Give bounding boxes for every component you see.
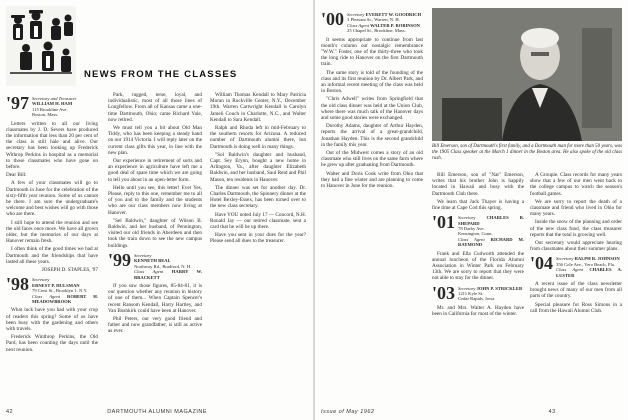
- signature: JOSEPH D. STAPLES, '97: [41, 267, 98, 274]
- paragraph: A few of your classmates will go to Dartmouth in June for the celebration of the sixty-fifth year reunion. Some of us cannot be there. I am sure the undergraduate's welcome and best wishes will go with those who are there.: [6, 180, 98, 218]
- right-column-3: [530, 172, 622, 408]
- right-page: [315, 0, 628, 420]
- paragraph: "Chris Adwell" writes from Springfield that the old class dinner was held at the Union Club, where there was much talk of the Hanover days and some good stories were exchanged.: [321, 96, 423, 122]
- page-footer-right: [321, 409, 621, 415]
- left-column-3: [210, 92, 306, 410]
- class-year-03: '03: [432, 282, 456, 303]
- class-year-99: '99: [108, 249, 132, 270]
- class-04-header: [530, 254, 622, 278]
- paragraph: A recent issue of the class newsletter brought news of many of our men from all parts of the country.: [530, 281, 622, 300]
- alumni-crowd-illustration: [6, 6, 76, 86]
- class-00-secretary: Secretary EVERETT W. GOODRICH 3 Pleasant St., Warren, N. H. Class Agent WALTER P. ROBINSON 25 Chapel St., Brookline, Mass.: [347, 12, 422, 34]
- paragraph: Phil Peters, our very good friend and father and now grandfather, is still as active as ever.: [108, 315, 202, 335]
- masthead: [6, 6, 306, 86]
- class-year-01: '01: [432, 212, 456, 233]
- paragraph: Our secretary would appreciate hearing from classmates about their summer plans.: [530, 240, 622, 253]
- paragraph: What luck have you had with your crop of readers this spring? Some of us have been busy with the gardening and others with travels.: [6, 307, 98, 332]
- right-column-2: [432, 172, 524, 408]
- photo-caption: Bill Emerson, son of Dartmouth's first family, and a Dartmouth man for more than 50 years, was the 1905 Class speaker at the March 1 dinner in the Boston area. He also spoke of the old class rush.: [432, 144, 622, 161]
- paragraph: Have you sent in your dues for the year? Please send all dues to the treasurer.: [210, 232, 306, 245]
- class-03-secretary: Secretary JOHN P. STRICKLER 1211 Kyle St. Cedar Rapids, Iowa: [458, 285, 523, 302]
- paragraph: Ralph and Rhoda left in mid-February to the southern resorts for Arizona. A reduced number of Dartmouth alumni there, but Dartmouth is doing well in many things.: [210, 125, 306, 150]
- class-99-secretary: Secretary KENNETH BEAL Northway Rd., Bradford, N. H. Class Agent HARRY W. BRACKETT: [134, 252, 202, 280]
- paragraph: Our experience in retirement of sorts and an experience in agriculture have left me a good deal of spare time which we are going to tell you about in an open-letter form.: [108, 158, 202, 183]
- section-title: NEWS FROM THE CLASSES: [84, 69, 238, 80]
- paragraph: Bill Emerson, son of "Nat" Emerson, writes that his brother John is happily located in Hawaii and busy with the Dartmouth Club there.: [432, 172, 524, 197]
- paragraph: We learn that Jack Thayer is having a fine time at Cape Cod this spring.: [432, 198, 524, 212]
- paragraph: Letters written to all our living classmates by J. D. Severs have produced the information that less than 20 per cent of the class is still hale and alive. Our secretary has been looking up Frederick Withrop Perkins in hospital as a memorial to those classmates who have gone on before.: [6, 120, 98, 171]
- left-page: [0, 0, 313, 420]
- paragraph: We are sorry to report the death of a classmate and friend who lived in Ohio for many years.: [530, 198, 622, 218]
- paragraph: "Sel Baldwin," daughter of Wilson B. Baldwin, and her husband, of Pennington, visited our old friends in Aberdeen and then took the train down to see the new campus buildings.: [108, 217, 202, 249]
- class-01-header: [432, 213, 524, 247]
- paragraph: If you saw those figures, 85-84-81, it is our question whether any reunion in history of one of them... When Captain Spencer's recent Ransom Kendall, Harry Hartley, and Van Bushkirk could have been at Hanover.: [108, 282, 202, 314]
- paragraph: Park, rugged, terse, loyal, and individualistic, most of all those lines of Longfellow. From all of Kansas came a one-time Dartmouth, Ohio; came Richard Yale, now retired.: [108, 92, 202, 123]
- paragraph: Out of the Midwest comes a story of an old classmate who still lives on the same farm where he grew up after graduating from Dartmouth.: [321, 150, 423, 169]
- class-01-secretary: Secretary CHARLES B. SHEPARD 78 Darby Ave. Kensington, Conn. Class Agent RICHARD M. RAYMOND: [458, 215, 524, 248]
- class-98-header: [6, 275, 98, 304]
- portrait-image: [432, 8, 622, 141]
- paragraph: Hello until you see, this letter! Ever Yes, Please, reply to this one, remember me to all of you and to the family and the students who are our class members now living at Hanover.: [108, 184, 202, 216]
- paragraph: Inside the snow of the planning and order of the new class fund, the class treasurer reports that the total is growing well.: [530, 219, 622, 238]
- paragraph: I often think of the good times we had at Dartmouth and the friendships that have lasted all these years.: [6, 246, 98, 265]
- class-97-secretary: Secretary and Treasurer WILLIAM H. HAM 115 Brookline Ave. Boston, Mass.: [32, 96, 77, 118]
- class-99-header: [108, 251, 202, 280]
- paragraph: "Sol Baldwin's daughter and husband, Capt. Sey Erynn, bought a new home in Arlington, Va., after daughter Elizabeth Baldwin, and her husband, Saul Reid and Phil Mason, ten residents in Hanover.: [210, 151, 306, 183]
- class-year-97: '97: [6, 93, 30, 113]
- class-year-04: '04: [530, 253, 554, 274]
- paragraph: We must tell you a bit about Old Man Tiddy, who has been keeping a steady hand on our 1914 Victoria. I will reply later on the current class gifts this year, in line with the new plan.: [108, 125, 202, 156]
- paragraph: William Thomas Kendall to Mary Patricia Moran in Rockville Center, N.Y., December 19th. Warren Cartwright Kendall is Carolyn Jameli Couch in Charlotte, N.C., and Walter Kendall to Sara Kendall.: [210, 92, 306, 123]
- class-97-header: [6, 94, 98, 118]
- running-footer: DARTMOUTH ALUMNI MAGAZINE: [107, 409, 207, 415]
- page-footer-left: [6, 409, 306, 415]
- right-column-1: [321, 8, 423, 408]
- page-number: 43: [548, 409, 556, 415]
- left-column-1: [6, 92, 98, 410]
- paragraph: A Groupie. Class records for many years show that a few of our men went back to the college campus to watch the season's football games.: [530, 172, 622, 197]
- paragraph: Mr. and Mrs. Walter A. Hayden have been in California for most of the winter.: [432, 304, 524, 318]
- page-number: 42: [6, 409, 14, 415]
- paragraph: Dorothy Adams, daughter of Arthur Hayden, reports the arrival of a great-grandchild, Jonathan Hayden. This is the second grandchild in the family this year.: [321, 123, 423, 148]
- class-00-header: [321, 10, 423, 34]
- class-04-secretary: Secretary RALPH R. JOHNSON 356 Cole Ave., Vero Beach, Fla. Class Agent CHARLES A. LUSTER: [556, 256, 622, 278]
- paragraph: It seems appropriate to continue from last month's column our nostalgic remembrance "W.W." Foster, one of the thirty-three who took the long ride to Hanover on the first Dartmouth train.: [321, 36, 423, 68]
- paragraph: Frank and Ella Cudworth attended the annual luncheon of the Florida Alumni Association in Winter Park on February 13th. We are sorry to report that they were not able to stay for the dinner.: [432, 250, 524, 282]
- left-column-2: [108, 92, 202, 410]
- class-98-secretary: Secretary ERNEST P. HULSMAN 79 Crest St., Brooklyn 1, N.Y. Class Agent ROBERT H. MEADOWBROOK: [32, 277, 98, 304]
- portrait-photo: [432, 8, 622, 141]
- paragraph: The same story is told of the founding of the class and its first reunion by Dr. Albert Park, and an informal recent meeting of the class was held in Boston.: [321, 69, 423, 95]
- class-year-00: '00: [321, 9, 345, 29]
- paragraph: Have YOU noted July 17 — Concord, N.H. Ronald Jay — our retired classmate, sent a card that he will be up there.: [210, 211, 306, 231]
- running-footer: Issue of May 1962: [321, 409, 375, 415]
- paragraph: Walter and Doris Cook write from Ohio that they had a fine winter and are planning to come to Hanover in June for the reunion.: [321, 170, 423, 190]
- paragraph: Dear Bill:: [6, 172, 27, 179]
- class-year-98: '98: [6, 274, 30, 295]
- paragraph: Special pleasure for Ross Simons in a call from the Hawaii Alumni Club.: [530, 301, 622, 314]
- class-03-header: [432, 284, 524, 302]
- paragraph: Frederick Winthrop Perkins, the Old Pard, has been counting the days until the next reunion.: [6, 334, 98, 353]
- paragraph: The dinner was set for another day. Dr. Charles Dartmouth, the Spinnery dinner at the Hotel Bexley-Essex, has been turned over to the new class secretary.: [210, 184, 306, 210]
- paragraph: I still hope to attend the reunion and see the old faces once more. We have all grown older, but the memories of our days at Hanover remain fresh.: [6, 219, 98, 245]
